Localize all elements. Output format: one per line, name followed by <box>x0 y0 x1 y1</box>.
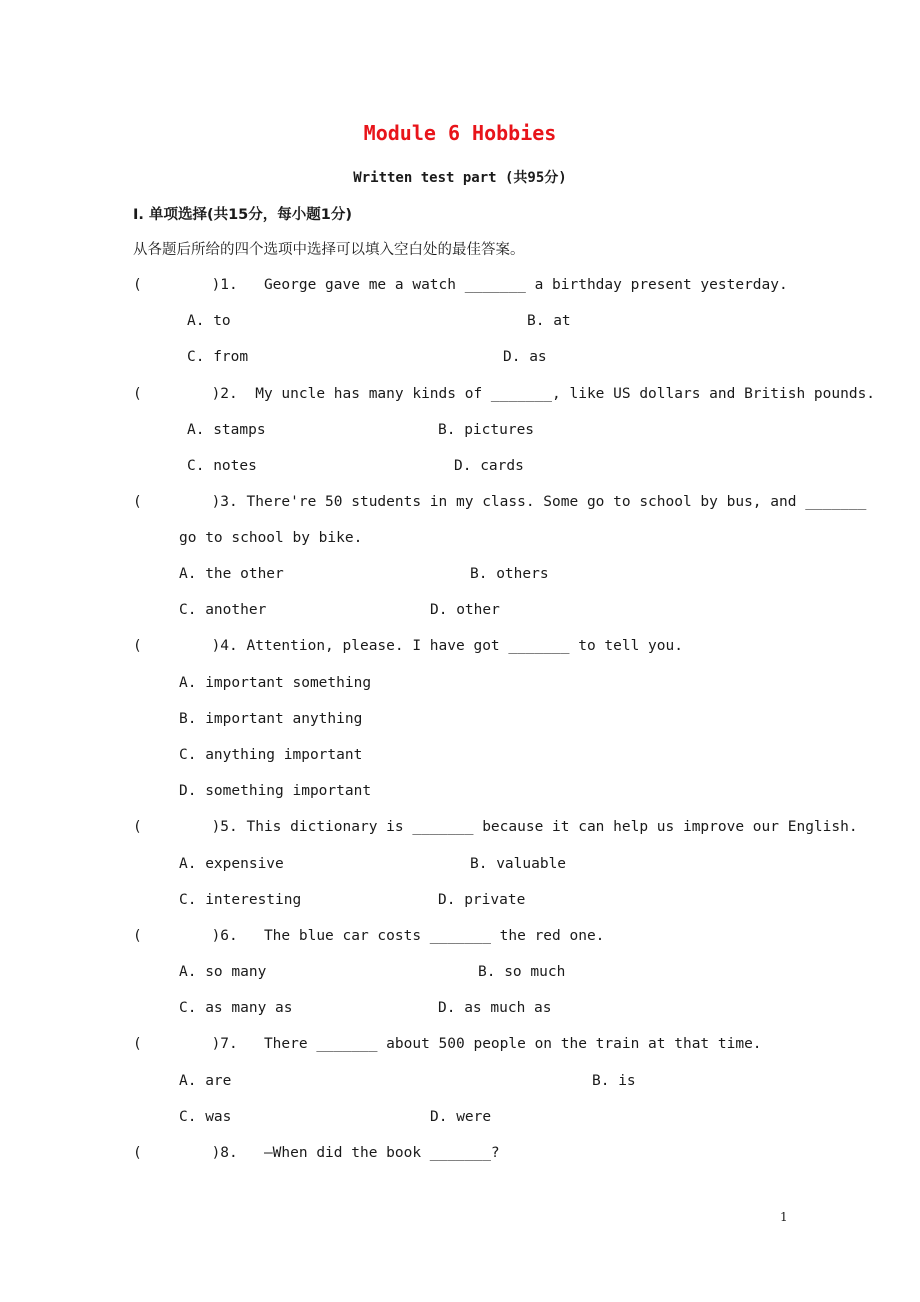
question-2-option-b[interactable]: B. pictures <box>438 422 535 438</box>
question-3-stem: ( )3. There're 50 students in my class. Some go to school by bus, and _______ <box>133 494 867 510</box>
question-1-option-d[interactable]: D. as <box>503 349 547 365</box>
question-1-option-b[interactable]: B. at <box>527 313 571 329</box>
question-5-option-b[interactable]: B. valuable <box>470 856 567 872</box>
question-7-option-c[interactable]: C. was <box>179 1109 232 1125</box>
question-4-stem: ( )4. Attention, please. I have got _______ to tell you. <box>133 638 683 654</box>
page-title: Module 6 Hobbies <box>363 121 557 145</box>
question-7-option-b[interactable]: B. is <box>592 1073 636 1089</box>
question-5-option-d[interactable]: D. private <box>438 892 526 908</box>
question-6-stem: ( )6. The blue car costs _______ the red one. <box>133 928 605 944</box>
question-3-stem-continued: go to school by bike. <box>179 530 363 546</box>
question-6-option-b[interactable]: B. so much <box>478 964 566 980</box>
question-5-option-a[interactable]: A. expensive <box>179 856 284 872</box>
question-6-option-d[interactable]: D. as much as <box>438 1000 552 1016</box>
question-3-option-d[interactable]: D. other <box>430 602 500 618</box>
section-heading: Ⅰ. 单项选择(共15分，每小题1分) <box>133 207 352 223</box>
question-7-option-d[interactable]: D. were <box>430 1109 492 1125</box>
question-4-option-b[interactable]: B. important anything <box>179 711 363 727</box>
question-3-option-c[interactable]: C. another <box>179 602 267 618</box>
question-1-stem: ( )1. George gave me a watch _______ a birthday present yesterday. <box>133 277 788 293</box>
question-4-option-a[interactable]: A. important something <box>179 675 372 691</box>
question-2-option-a[interactable]: A. stamps <box>187 422 266 438</box>
question-2-stem: ( )2. My uncle has many kinds of _______, like US dollars and British pounds. <box>133 386 876 402</box>
question-7-stem: ( )7. There _______ about 500 people on the train at that time. <box>133 1036 762 1052</box>
instructions: 从各题后所给的四个选项中选择可以填入空白处的最佳答案。 <box>133 242 525 258</box>
question-6-option-a[interactable]: A. so many <box>179 964 267 980</box>
question-2-option-d[interactable]: D. cards <box>454 458 524 474</box>
subtitle: Written test part (共95分) <box>353 170 567 186</box>
question-1-option-c[interactable]: C. from <box>187 349 249 365</box>
question-3-option-b[interactable]: B. others <box>470 566 549 582</box>
question-5-option-c[interactable]: C. interesting <box>179 892 302 908</box>
question-1-option-a[interactable]: A. to <box>187 313 231 329</box>
question-2-option-c[interactable]: C. notes <box>187 458 257 474</box>
question-4-option-d[interactable]: D. something important <box>179 783 372 799</box>
question-4-option-c[interactable]: C. anything important <box>179 747 363 763</box>
question-3-option-a[interactable]: A. the other <box>179 566 284 582</box>
question-6-option-c[interactable]: C. as many as <box>179 1000 293 1016</box>
question-8-stem: ( )8. —When did the book _______? <box>133 1145 500 1161</box>
question-5-stem: ( )5. This dictionary is _______ because it can help us improve our English. <box>133 819 858 835</box>
question-7-option-a[interactable]: A. are <box>179 1073 232 1089</box>
page-number: 1 <box>780 1210 788 1224</box>
